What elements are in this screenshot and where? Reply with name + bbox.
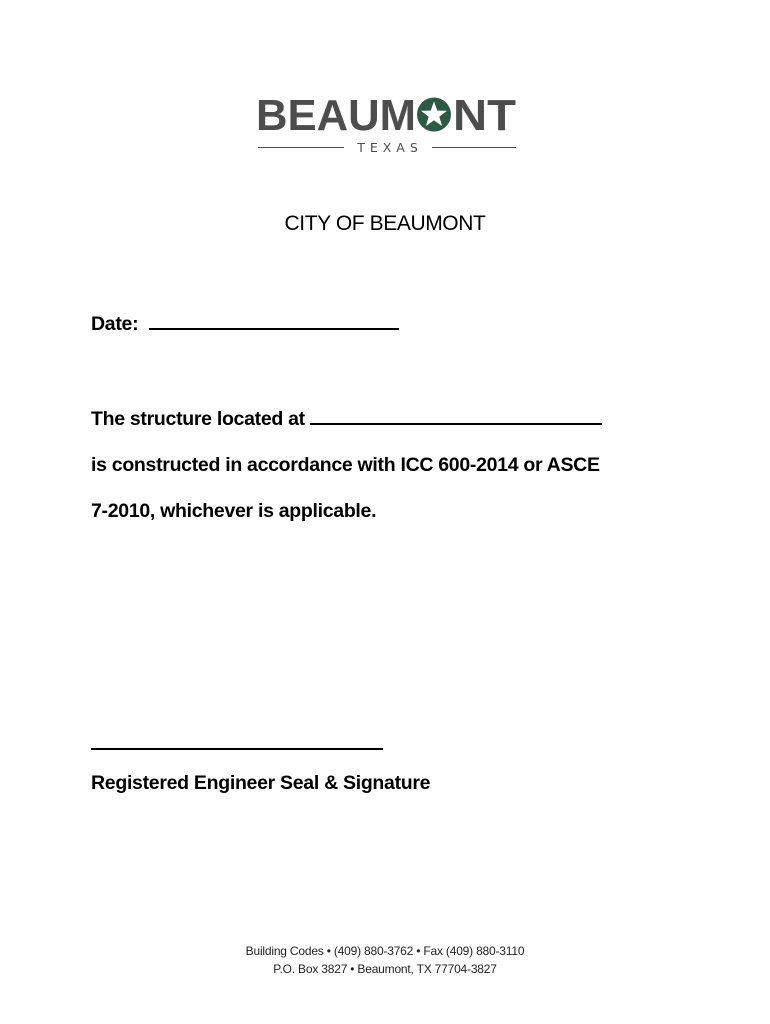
- page-title: CITY OF BEAUMONT: [284, 212, 486, 235]
- beaumont-wordmark: [256, 92, 518, 138]
- logo-subtitle-row: [256, 139, 518, 157]
- logo-subtitle: TEXAS: [357, 140, 423, 155]
- date-field[interactable]: [149, 311, 399, 330]
- logo-rule-right: [432, 147, 516, 148]
- logo-rule-left: [258, 147, 344, 148]
- date-label: Date:: [91, 313, 139, 335]
- signature-label: Registered Engineer Seal & Signature: [91, 772, 431, 794]
- date-row: [91, 311, 399, 337]
- structure-address-field[interactable]: [310, 406, 602, 425]
- star-o-icon: [417, 98, 451, 132]
- wordmark-nt: NT: [453, 92, 517, 138]
- footer-address: P.O. Box 3827 • Beaumont, TX 77704-3827: [273, 962, 497, 976]
- structure-row: [91, 406, 602, 432]
- statement-line-2: is constructed in accordance with ICC 600-2014 or ASCE: [91, 454, 600, 476]
- footer-contact: Building Codes • (409) 880-3762 • Fax (409) 880-3110: [245, 944, 525, 958]
- signature-field[interactable]: [91, 748, 383, 750]
- statement-line-3: 7-2010, whichever is applicable.: [91, 500, 377, 522]
- wordmark-beaum: BEAUM: [256, 92, 416, 138]
- structure-label: The structure located at: [91, 408, 305, 430]
